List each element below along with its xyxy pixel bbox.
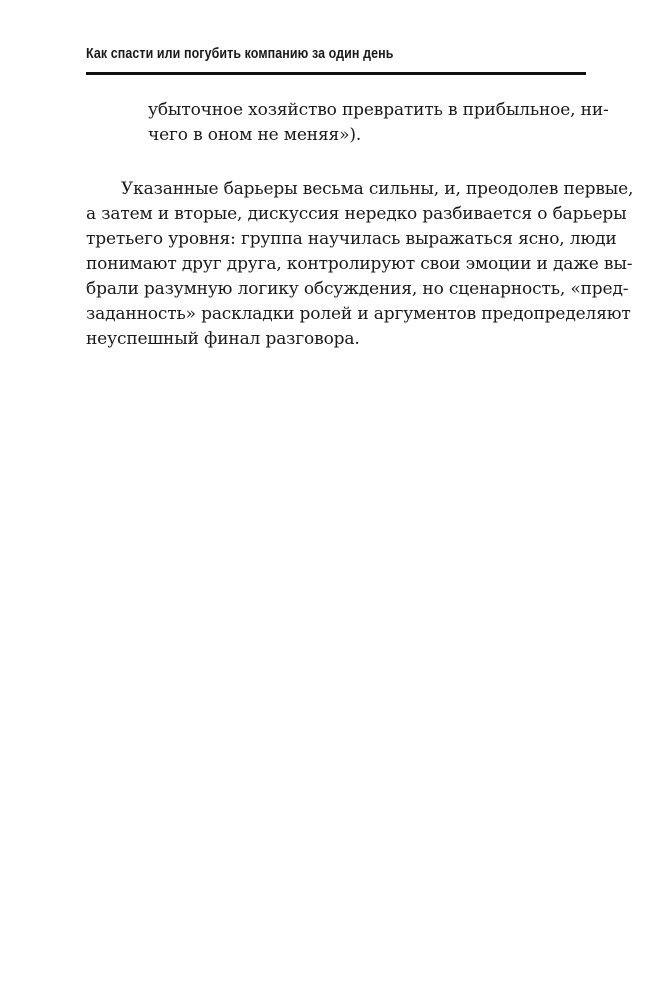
paragraph-line: неуспешный финал разговора. xyxy=(86,329,360,349)
paragraph-line: понимают друг друга, контролируют свои эмоции и даже вы- xyxy=(86,254,633,274)
paragraph-line: третьего уровня: группа научилась выражаться ясно, люди xyxy=(86,229,617,249)
paragraph-line: Указанные барьеры весьма сильны, и, преодолев первые, xyxy=(121,179,634,199)
quote-line: убыточное хозяйство превратить в прибыльное, ни- xyxy=(148,100,609,120)
paragraph-line: заданность» раскладки ролей и аргументов предопределяют xyxy=(86,304,631,324)
header-rule xyxy=(86,72,586,75)
paragraph-line: брали разумную логику обсуждения, но сценарность, «пред- xyxy=(86,279,629,299)
running-header: Как спасти или погубить компанию за один день xyxy=(86,46,394,62)
paragraph-line: а затем и вторые, дискуссия нередко разбивается о барьеры xyxy=(86,204,627,224)
quote-line: чего в оном не меняя»). xyxy=(148,125,362,145)
